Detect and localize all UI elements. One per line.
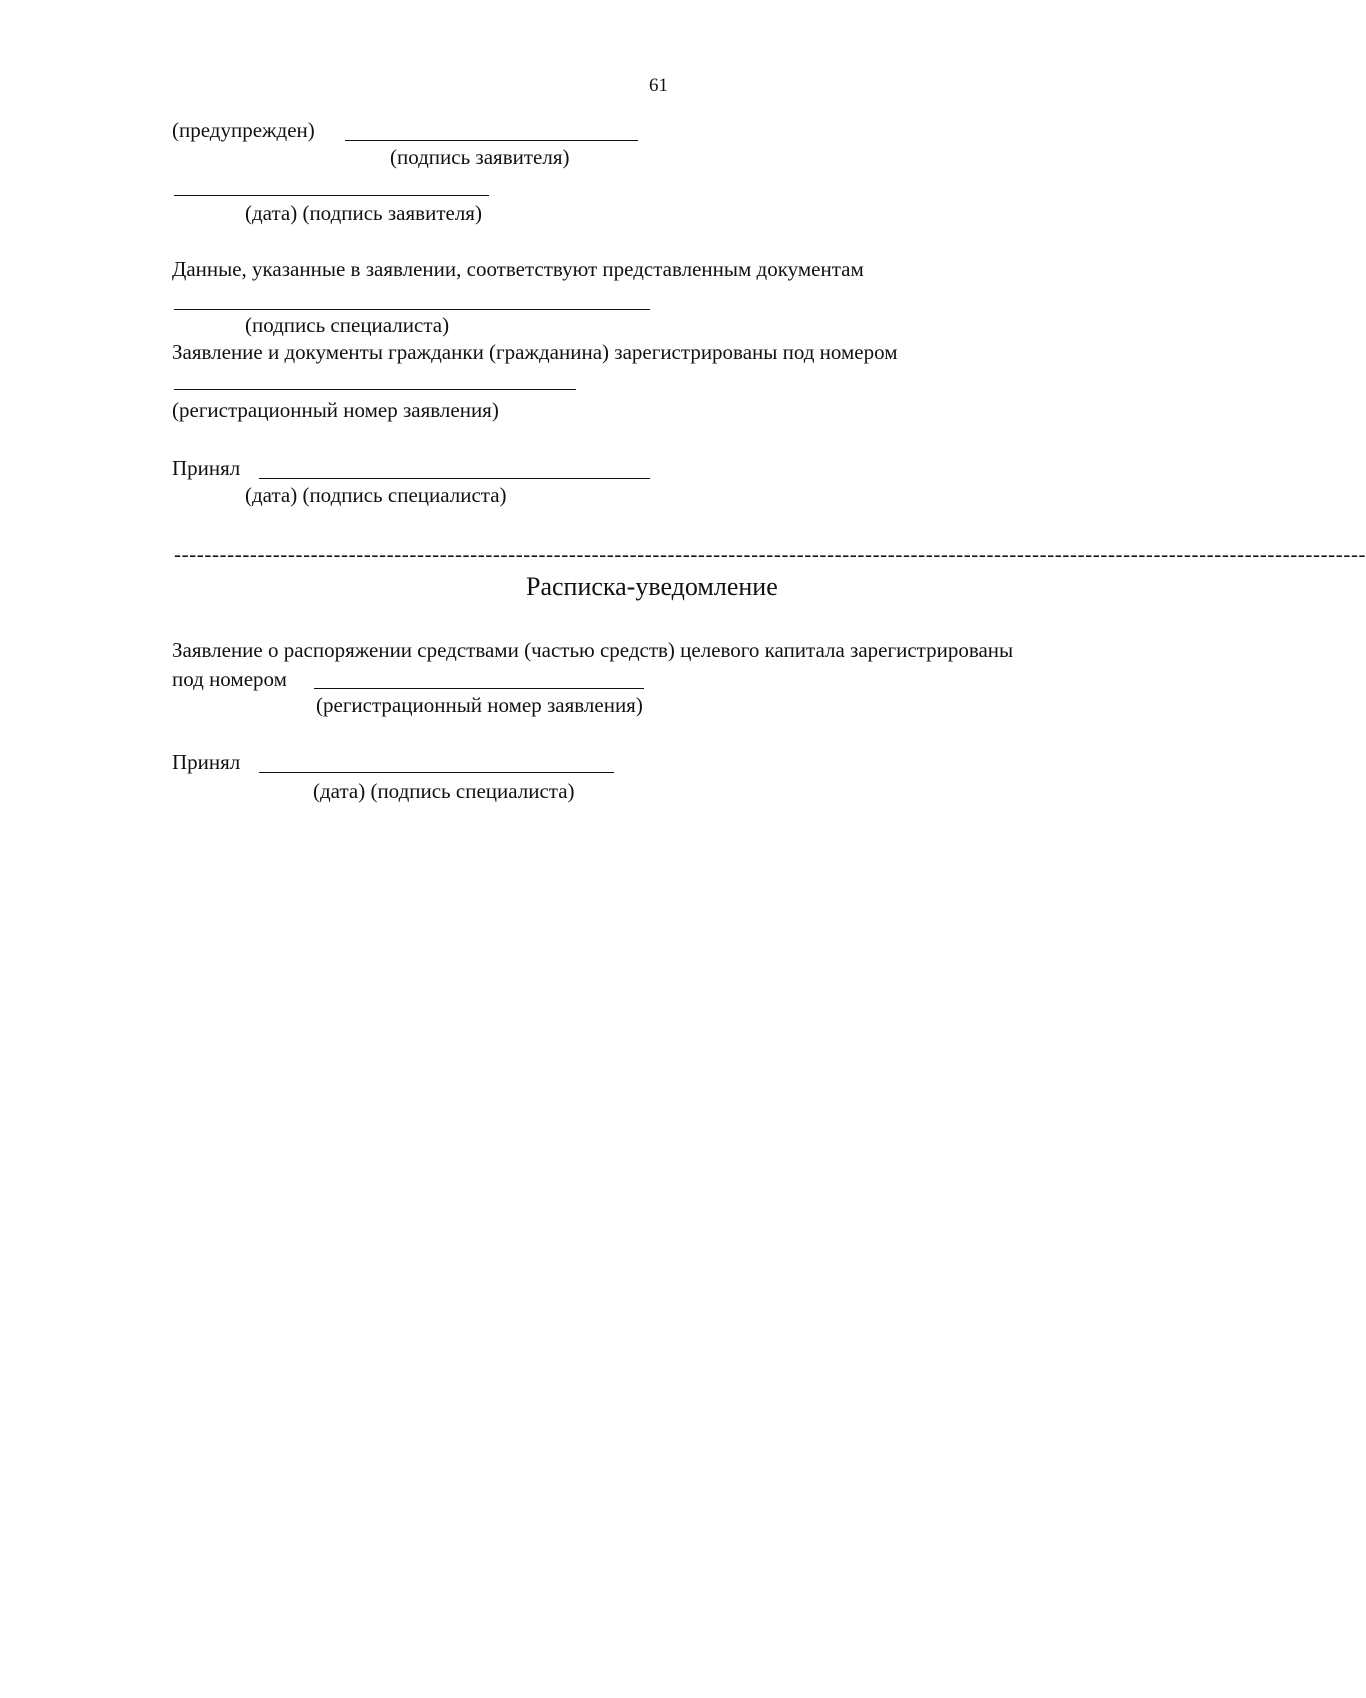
accepted-label: Принял	[172, 456, 241, 480]
data-match-text: Данные, указанные в заявлении, соответствуют представленным документам	[172, 257, 864, 281]
receipt-accepted-label: Принял	[172, 750, 241, 774]
receipt-accepted-caption: (дата) (подпись специалиста)	[313, 779, 575, 803]
specialist-signature-caption: (подпись специалиста)	[245, 313, 450, 337]
warned-signature-line	[345, 140, 638, 141]
receipt-text-line2: под номером	[172, 667, 287, 691]
accepted-caption: (дата) (подпись специалиста)	[245, 483, 507, 507]
cut-line: -------------------------------------------------------------------------------------------------------------------------------------------------------------	[174, 542, 1366, 566]
receipt-number-caption: (регистрационный номер заявления)	[316, 693, 643, 717]
date-signature-caption: (дата) (подпись заявителя)	[245, 201, 482, 225]
registration-number-caption: (регистрационный номер заявления)	[172, 398, 499, 422]
accepted-line	[259, 478, 650, 479]
registered-text: Заявление и документы гражданки (гражданина) зарегистрированы под номером	[172, 340, 898, 364]
receipt-title: Расписка-уведомление	[526, 572, 778, 601]
receipt-number-line	[314, 688, 644, 689]
receipt-accepted-line	[259, 772, 614, 773]
warned-signature-caption: (подпись заявителя)	[390, 145, 570, 169]
registration-number-line	[174, 389, 576, 390]
warned-label: (предупрежден)	[172, 118, 315, 142]
receipt-text-line1: Заявление о распоряжении средствами (частью средств) целевого капитала зарегистрированы	[172, 638, 1014, 662]
page-number: 61	[649, 75, 668, 96]
date-signature-line	[174, 195, 489, 196]
specialist-signature-line	[174, 309, 650, 310]
